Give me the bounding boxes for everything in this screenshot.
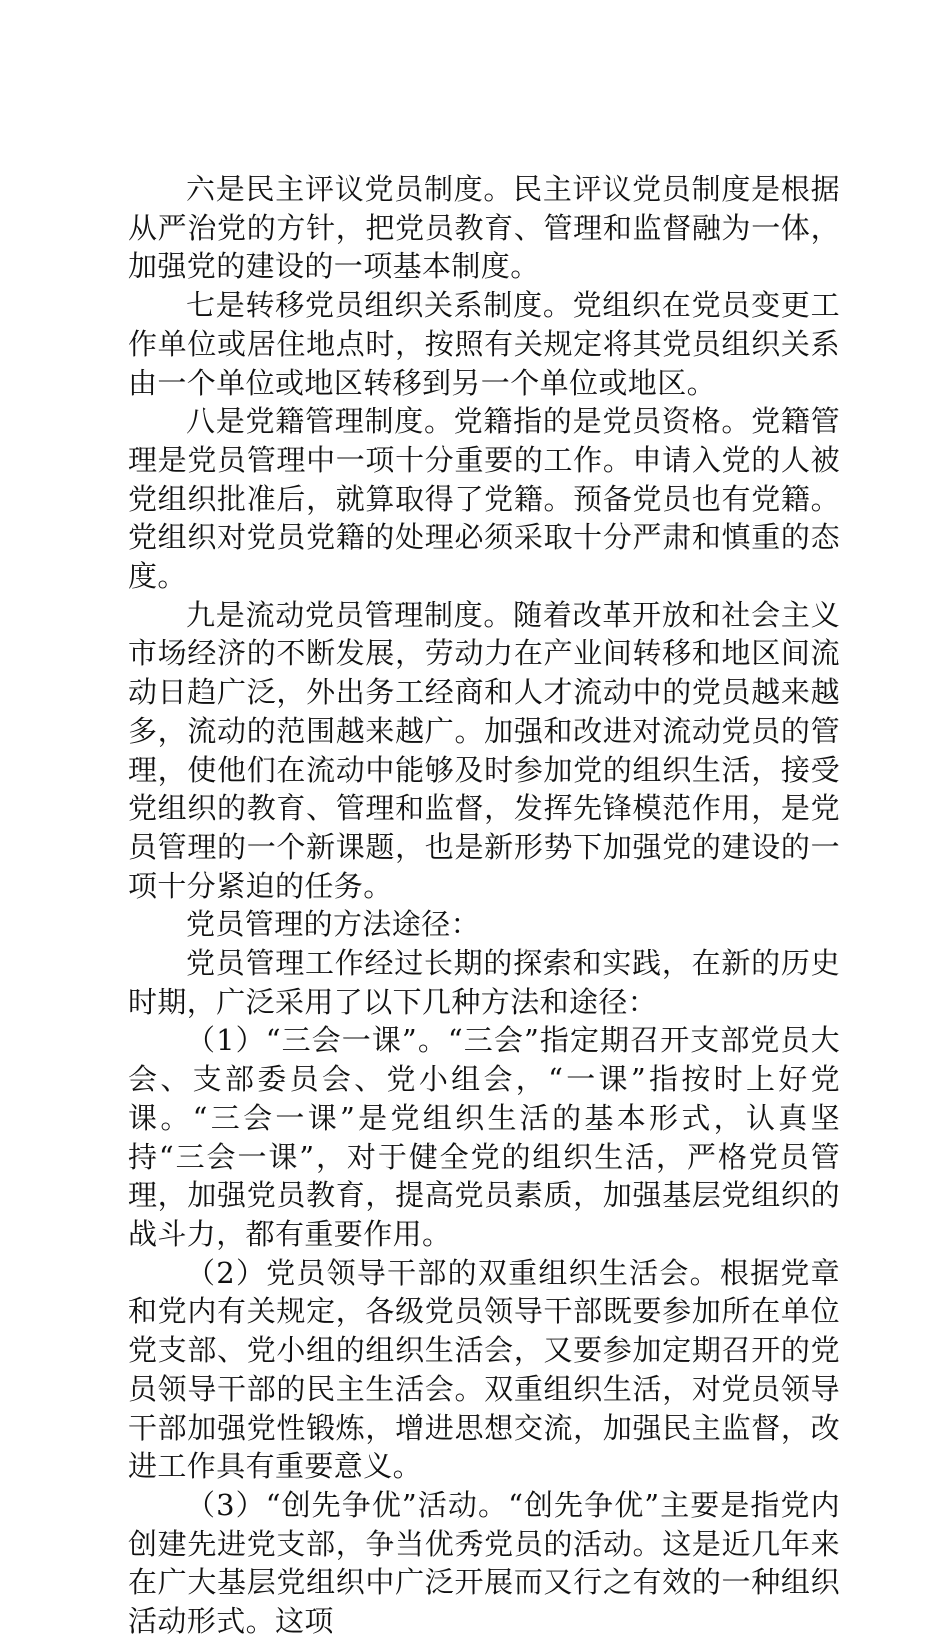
paragraph-party-member-review: 六是民主评议党员制度。民主评议党员制度是根据从严治党的方针，把党员教育、管理和监督融为一体，加强党的建设的一项基本制度。 xyxy=(128,172,840,284)
document-body xyxy=(128,170,840,1641)
list-item-dual-organization-life: （2）党员领导干部的双重组织生活会。根据党章和党内有关规定，各级党员领导干部既要参加所在单位党支部、党小组的组织生活会，又要参加定期召开的党员领导干部的民主生活会。双重组织生活，对党员领导干部加强党性锻炼，增进思想交流，加强民主监督，改进工作具有重要意义。 xyxy=(128,1255,840,1484)
section-heading-methods: 党员管理的方法途径： xyxy=(186,907,481,942)
list-item-strive-excellence: （3）“创先争优”活动。“创先争优”主要是指党内创建先进党支部，争当优秀党员的活动。这是近几年来在广大基层党组织中广泛开展而又行之有效的一种组织活动形式。这项 xyxy=(128,1487,840,1639)
list-item-three-meetings: （1）“三会一课”。“三会”指定期召开支部党员大会、支部委员会、党小组会，“一课”指按时上好党课。“三会一课”是党组织生活的基本形式，认真坚持“三会一课”，对于健全党的组织生活，严格党员管理，加强党员教育，提高党员素质，加强基层党组织的战斗力，都有重要作用。 xyxy=(128,1023,840,1251)
paragraph-membership-management: 八是党籍管理制度。党籍指的是党员资格。党籍管理是党员管理中一项十分重要的工作。申请入党的人被党组织批准后，就算取得了党籍。预备党员也有党籍。党组织对党员党籍的处理必须采取十分严肃和慎重的态度。 xyxy=(128,404,840,594)
paragraph-organization-transfer: 七是转移党员组织关系制度。党组织在党员变更工作单位或居住地点时，按照有关规定将其党员组织关系由一个单位或地区转移到另一个单位或地区。 xyxy=(128,288,840,400)
paragraph-methods-intro: 党员管理工作经过长期的探索和实践，在新的历史时期，广泛采用了以下几种方法和途径： xyxy=(128,946,840,1019)
paragraph-mobile-member-management: 九是流动党员管理制度。随着改革开放和社会主义市场经济的不断发展，劳动力在产业间转移和地区间流动日趋广泛，外出务工经商和人才流动中的党员越来越多，流动的范围越来越广。加强和改进对流动党员的管理，使他们在流动中能够及时参加党的组织生活，接受党组织的教育、管理和监督，发挥先锋模范作用，是党员管理的一个新课题，也是新形势下加强党的建设的一项十分紧迫的任务。 xyxy=(128,597,840,903)
